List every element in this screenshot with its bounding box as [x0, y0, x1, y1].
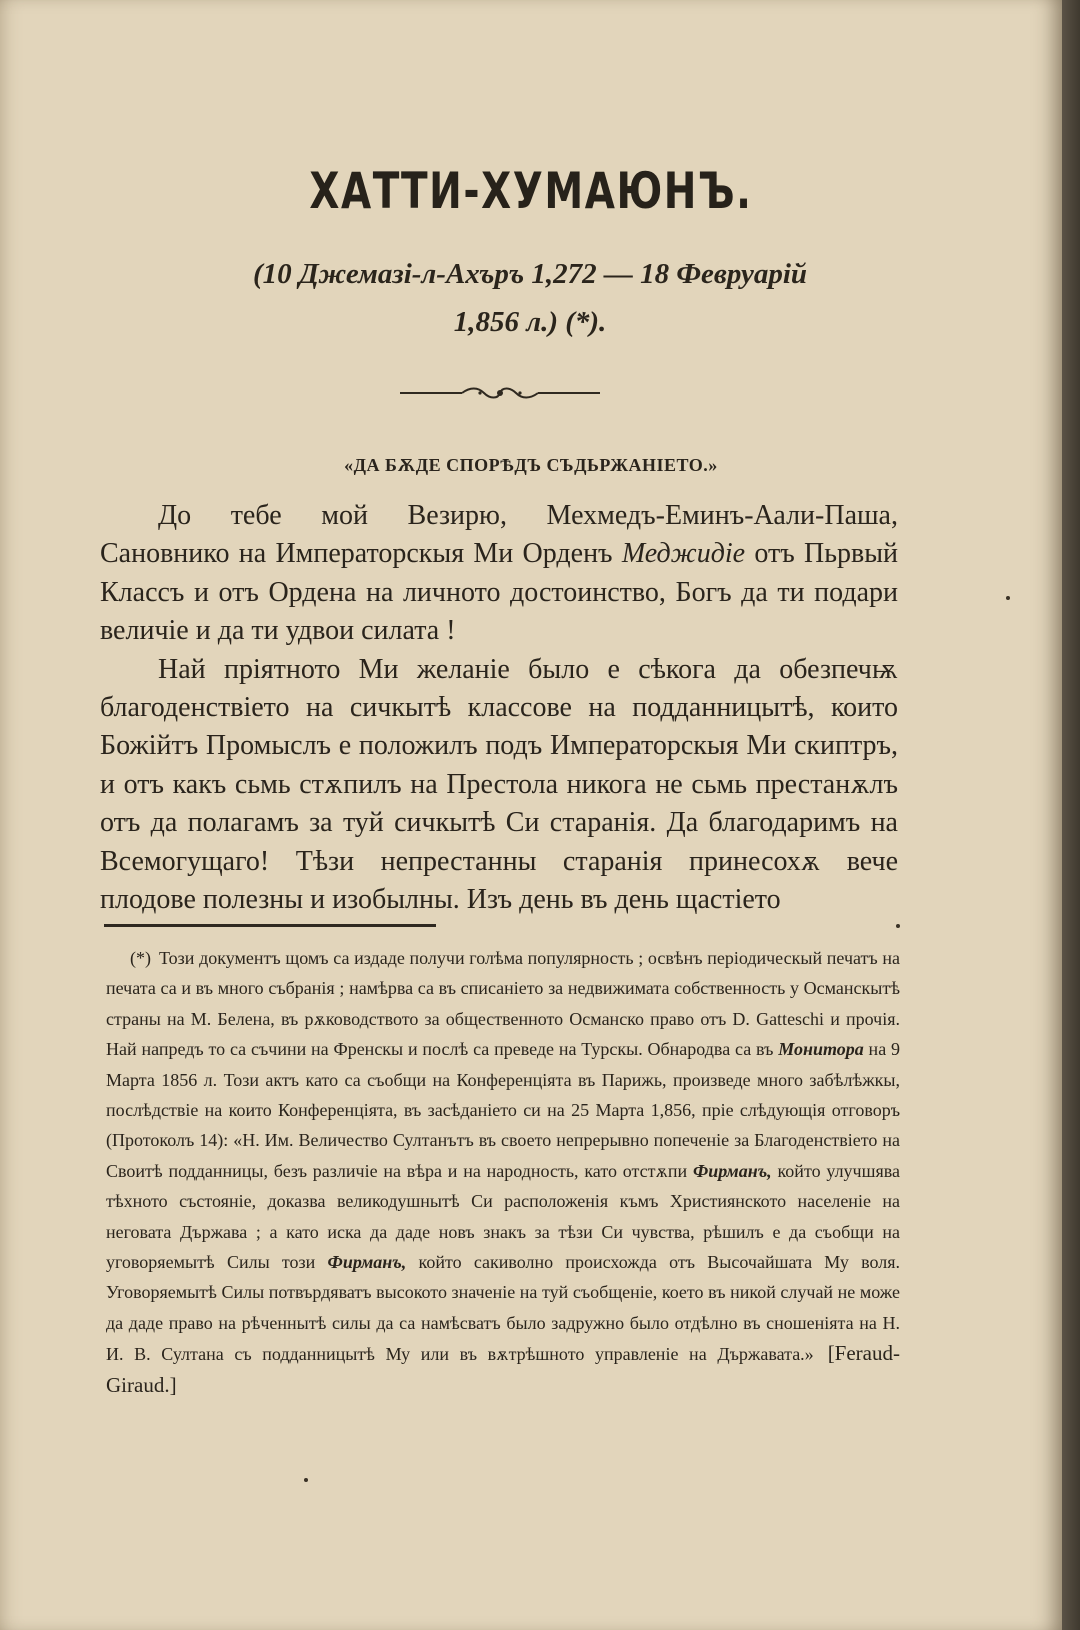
footnote: [106, 943, 900, 1401]
date-subtitle: [140, 250, 920, 346]
footnote-monitor: Монитора: [778, 1039, 864, 1060]
footnote-text-a: Този документъ щомъ са издаде получи голѣма популярность ; освѣнъ періодическый печатъ на печата са и въ много събранія ; намѣрва са въ списаніето за недвижимата собственность у Османскытѣ страны на М. Белена, въ рѫководството за общественното Османско право отъ D. Gatteschi и прочія. Най напредъ то са съчини на Френскы и послѣ са преведе на Турскы. Обнародва са въ: [106, 948, 900, 1060]
paragraph-1-text-a: До тебе мой Везирю, Мехмедъ-Еминъ-Аали-Паша, Сановнико на Императорскыя Ми Орденъ: [100, 500, 898, 570]
page-title: ХАТТИ-ХУМАЮНЪ.: [309, 162, 753, 220]
subtitle-line-2: 1,856 л.) (*).: [453, 306, 607, 338]
order-name: Меджидіе: [621, 538, 746, 570]
epigraph: «ДА БѪДЕ СПОРѢДЪ СЪДЬРЖАНІЕТО.»: [344, 455, 718, 475]
book-spine: [1062, 0, 1080, 1630]
footnote-firman-1: Фирманъ,: [692, 1160, 772, 1181]
footnote-source: [Feraud-Giraud.]: [106, 1341, 900, 1397]
footnote-separator: [104, 924, 436, 927]
footnote-text-c: който улучшява тѣхното състояніе, доказва великодушнытѣ Си расположенія къмъ Християнското населеніе на неговата Държава ; а като иска да даде новъ знакъ за тѣзи Си чувства, рѣшилъ е да съобщи на уговоряемытѣ Силы този: [106, 1160, 900, 1273]
footnote-text-b: на 9 Марта 1856 л. Този актъ като са съобщи на Конференціята въ Парижь, произведе много забѣлѣжкы, послѣдствіе на които Конференціята, въ засѣданіето си на 25 Марта 1,856, пріе слѣдующія отговоръ (Протоколъ 14): «Н. Им. Величество Султанътъ въ своето непрерывно попеченіе за Благоденствіето на Своитѣ подданницы, безъ различіе на вѣра и на народность, като отстѫпи: [106, 1039, 900, 1181]
paragraph-1: [100, 497, 898, 651]
ornament-divider-icon: [400, 386, 600, 400]
paragraph-2: Най пріятното Ми желаніе было е сѣкога да обезпечѭ благоденствіето на сичкытѣ классове на подданницытѣ, които Божійтъ Промыслъ е положилъ подъ Императорскыя Ми скиптръ, и отъ какъ сьмь стѫпилъ на Престола никога не сьмь престанѫлъ отъ да полагамъ за туй сичкытѣ Си старанія. Да благодаримъ на Всемогущаго! Тѣзи непрестанны старанія принесохѫ вече плодове полезны и изобылны. Изъ день въ день щастіето: [100, 653, 898, 916]
main-text: [100, 497, 898, 919]
page-speck: [304, 1478, 308, 1482]
paragraph-1-text-b: отъ Пьрвый Классъ и отъ Ордена на личното достоинство, Богъ да ти подари величіе и да ти удвои силата !: [100, 538, 899, 647]
footnote-firman-2: Фирманъ,: [327, 1252, 407, 1273]
footnote-marker: (*): [130, 948, 151, 968]
page-speck: [1006, 596, 1010, 600]
page-speck: [896, 924, 900, 928]
footnote-text-d: който сакиволно происхожда отъ Высочайшата Му воля. Уговоряемытѣ Силы потвърдяватъ высокото значеніе на туй съобщеніе, което въ никой случай не може да даде право на рѣченнытѣ силы да са намѣсватъ было задружно было отдѣлно въ сношеніята на Н. И. В. Султана съ подданницытѣ Му или въ вѫтрѣшното управленіе на Държавата.»: [106, 1252, 901, 1365]
subtitle-line-1: (10 Джемазі-л-Ахъръ 1,272 — 18 Февруарій: [252, 258, 808, 290]
